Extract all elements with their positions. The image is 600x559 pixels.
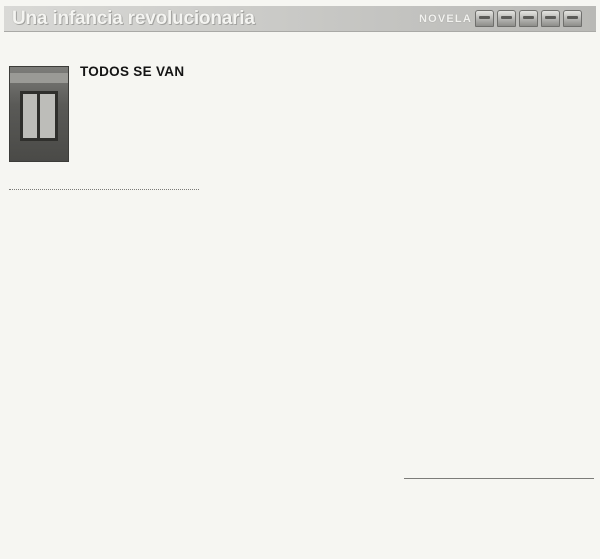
rating-icon <box>541 10 560 27</box>
cover-window <box>20 91 58 141</box>
rating <box>475 10 582 27</box>
book-cover-image <box>9 66 69 162</box>
section-header <box>4 6 596 32</box>
page-title: Una infancia revolucionaria <box>12 8 255 29</box>
section-label: NOVELA <box>418 13 472 25</box>
info-divider <box>9 189 199 190</box>
handwritten-annotation <box>14 523 590 528</box>
rating-icon <box>519 10 538 27</box>
article-column-middle <box>206 66 400 519</box>
article-column-left <box>9 212 201 524</box>
article-column-right <box>404 66 594 470</box>
credit-divider <box>404 478 594 479</box>
rating-icon <box>563 10 582 27</box>
cover-band <box>10 73 68 83</box>
book-title: TODOS SE VAN <box>80 64 185 79</box>
rating-icon <box>475 10 494 27</box>
rating-icon <box>497 10 516 27</box>
